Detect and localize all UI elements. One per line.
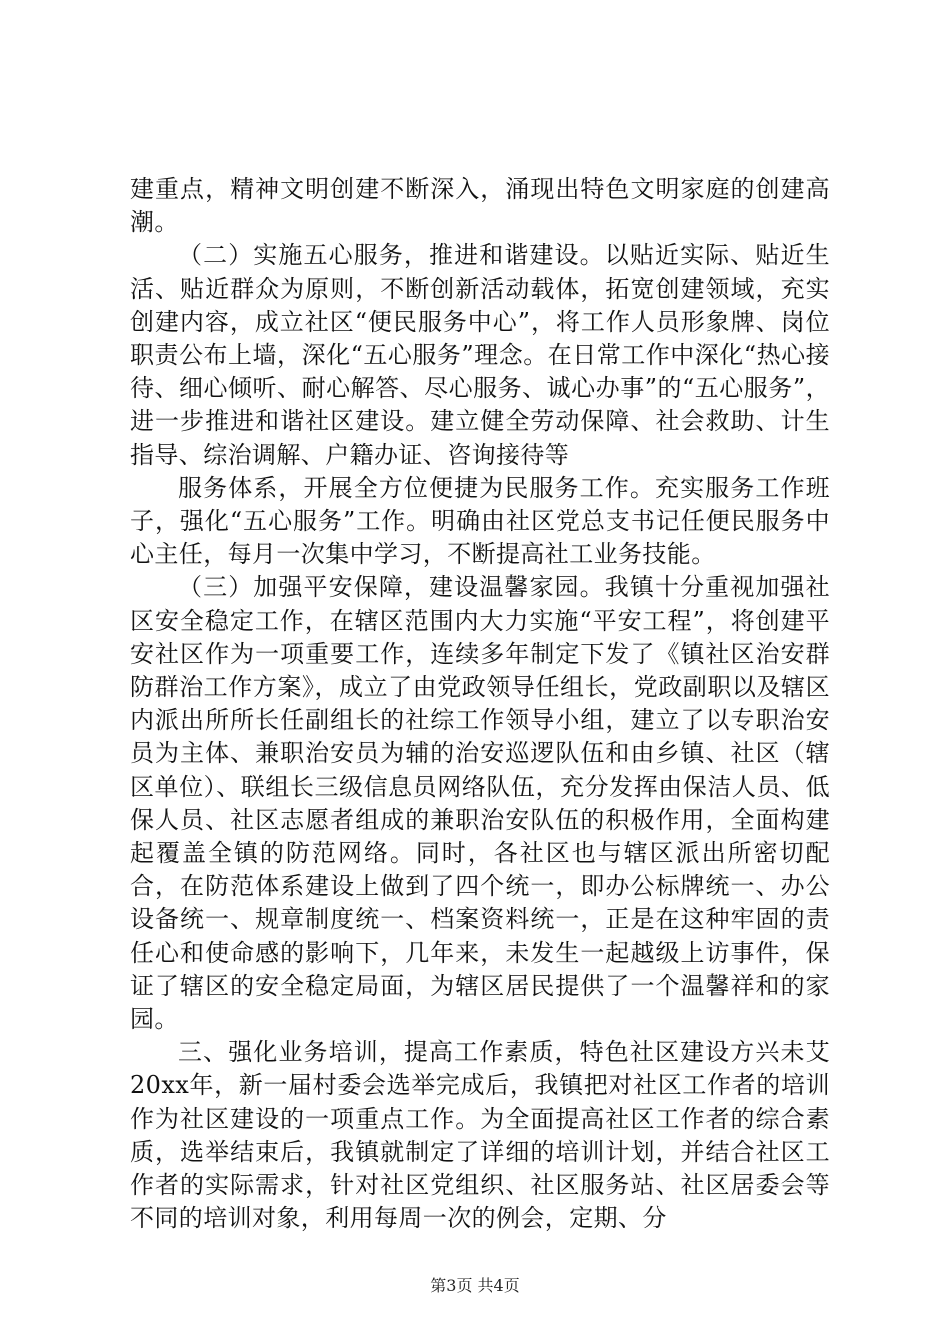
paragraph-1: 建重点，精神文明创建不断深入，涌现出特色文明家庭的创建高潮。 bbox=[130, 175, 830, 237]
paragraph-2: （二）实施五心服务，推进和谐建设。以贴近实际、贴近生活、贴近群众为原则，不断创新活动载体，拓宽创建领域，充实创建内容，成立社区“便民服务中心”，将工作人员形象牌、岗位职责公布上墙，深化“五心服务”理念。在日常工作中深化“热心接待、细心倾听、耐心解答、尽心服务、诚心办事”的“五心服务”，进一步推进和谐社区建设。建立健全劳动保障、社会救助、计生指导、综治调解、户籍办证、咨询接待等 bbox=[130, 241, 830, 469]
paragraph-3: 服务体系，开展全方位便捷为民服务工作。充实服务工作班子，强化“五心服务”工作。明确由社区党总支书记任便民服务中心主任，每月一次集中学习，不断提高社工业务技能。 bbox=[130, 473, 830, 569]
page-footer bbox=[0, 1276, 950, 1296]
paragraph-4: （三）加强平安保障，建设温馨家园。我镇十分重视加强社区安全稳定工作，在辖区范围内大力实施“平安工程”，将创建平安社区作为一项重要工作，连续多年制定下发了《镇社区治安群防群治工作方案》，成立了由党政领导任组长，党政副职以及辖区内派出所所长任副组长的社综工作领导小组，建立了以专职治安员为主体、兼职治安员为辅的治安巡逻队伍和由乡镇、社区（辖区单位）、联组长三级信息员网络队伍，充分发挥由保洁人员、低保人员、社区志愿者组成的兼职治安队伍的积极作用，全面构建起覆盖全镇的防范网络。同时，各社区也与辖区派出所密切配合，在防范体系建设上做到了四个统一，即办公标牌统一、办公设备统一、规章制度统一、档案资料统一，正是在这种牢固的责任心和使命感的影响下，几年来，未发生一起越级上访事件，保证了辖区的安全稳定局面，为辖区居民提供了一个温馨祥和的家园。 bbox=[130, 573, 830, 1034]
paragraph-5: 三、强化业务培训，提高工作素质，特色社区建设方兴未艾20xx年，新一届村委会选举完成后，我镇把对社区工作者的培训作为社区建设的一项重点工作。为全面提高社区工作者的综合素质，选举结束后，我镇就制定了详细的培训计划，并结合社区工作者的实际需求，针对社区党组织、社区服务站、社区居委会等不同的培训对象，利用每周一次的例会，定期、分 bbox=[130, 1038, 830, 1233]
document-body bbox=[130, 173, 830, 1236]
page-number: 第3页 共4页 bbox=[430, 1276, 520, 1295]
